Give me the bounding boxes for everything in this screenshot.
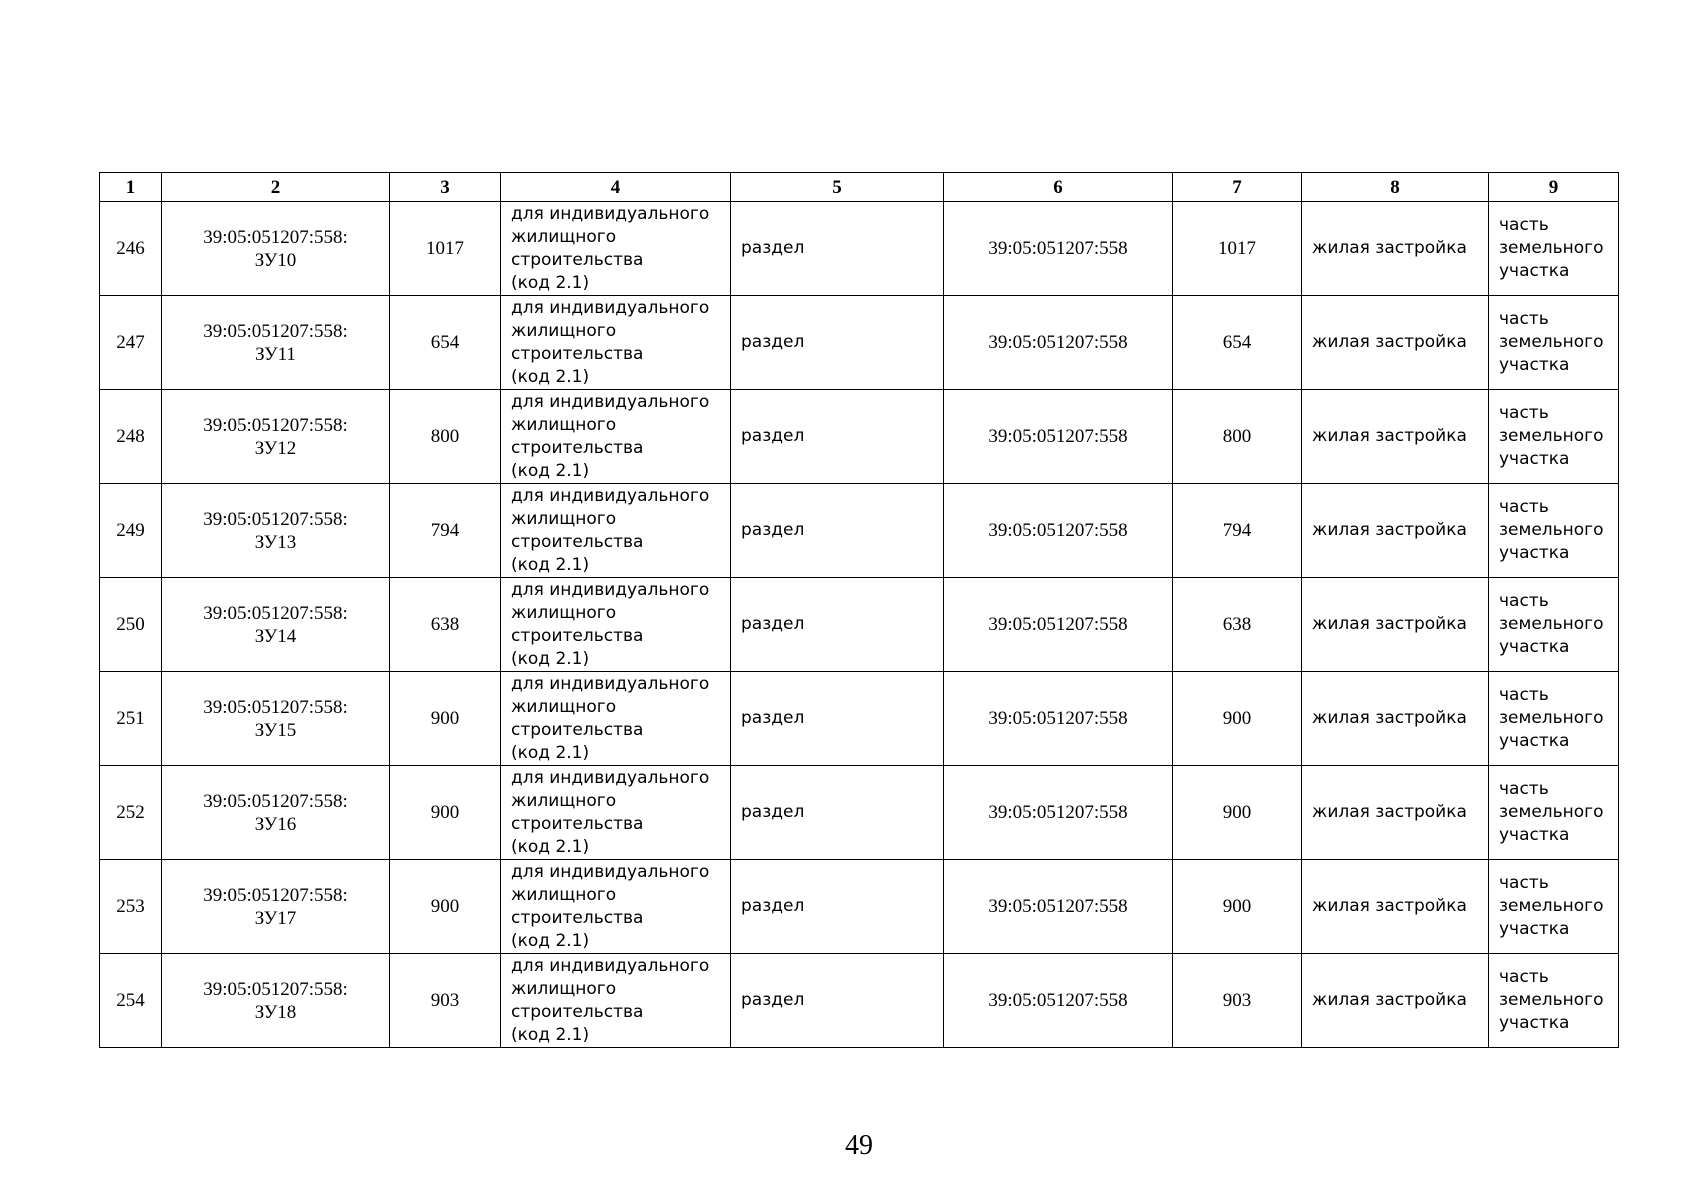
zone-cell xyxy=(1302,860,1489,954)
source-plot-id: 39:05:051207:558 xyxy=(988,708,1128,729)
area-cell xyxy=(390,766,501,860)
plot-id-line: 39:05:051207:558: xyxy=(203,508,348,530)
formation-method-cell xyxy=(731,390,944,484)
formation-method: раздел xyxy=(741,238,805,258)
part-line: земельного xyxy=(1499,802,1604,822)
permitted-use-line: (код 2.1) xyxy=(511,930,590,951)
plot-id-cell xyxy=(162,296,390,390)
column-header-6: 6 xyxy=(944,173,1173,202)
table-body xyxy=(100,202,1619,1048)
part-line: часть xyxy=(1499,497,1549,517)
zone-label: жилая застройка xyxy=(1312,708,1467,728)
permitted-use-line: жилищного xyxy=(511,696,617,717)
area-cell xyxy=(390,390,501,484)
source-area-cell xyxy=(1173,296,1302,390)
permitted-use-cell xyxy=(501,578,731,672)
formation-method-cell xyxy=(731,672,944,766)
column-header-5: 5 xyxy=(731,173,944,202)
plot-id-suffix: ЗУ10 xyxy=(254,249,297,271)
zone-cell xyxy=(1302,390,1489,484)
permitted-use-line: (код 2.1) xyxy=(511,742,590,763)
source-area-value: 900 xyxy=(1222,896,1252,917)
row-number: 246 xyxy=(116,238,145,259)
row-number: 249 xyxy=(116,520,145,541)
part-line: земельного xyxy=(1499,896,1604,916)
formation-method: раздел xyxy=(741,520,805,540)
area-cell xyxy=(390,202,501,296)
formation-method-cell xyxy=(731,766,944,860)
column-header-3: 3 xyxy=(390,173,501,202)
permitted-use-line: для индивидуального xyxy=(511,203,710,224)
permitted-use-cell xyxy=(501,484,731,578)
area-value: 900 xyxy=(430,708,460,729)
part-cell xyxy=(1489,578,1619,672)
plot-id-line: 39:05:051207:558: xyxy=(203,790,348,812)
part-line: часть xyxy=(1499,591,1549,611)
source-plot-cell xyxy=(944,296,1173,390)
source-plot-id: 39:05:051207:558 xyxy=(988,802,1128,823)
formation-method: раздел xyxy=(741,708,805,728)
permitted-use-line: (код 2.1) xyxy=(511,648,590,669)
permitted-use-line: строительства xyxy=(511,907,644,928)
source-area-cell xyxy=(1173,672,1302,766)
source-plot-id: 39:05:051207:558 xyxy=(988,614,1128,635)
plot-id-suffix: ЗУ14 xyxy=(254,625,297,647)
source-area-value: 638 xyxy=(1222,614,1252,635)
plot-id-line: 39:05:051207:558: xyxy=(203,884,348,906)
plot-id-line: 39:05:051207:558: xyxy=(203,602,348,624)
row-number-cell xyxy=(100,954,162,1048)
area-value: 900 xyxy=(430,896,460,917)
area-cell xyxy=(390,954,501,1048)
table-row xyxy=(100,672,1619,766)
plot-id-suffix: ЗУ17 xyxy=(254,907,297,929)
source-area-value: 794 xyxy=(1222,520,1252,541)
row-number-cell xyxy=(100,672,162,766)
permitted-use-line: для индивидуального xyxy=(511,297,710,318)
area-value: 900 xyxy=(430,802,460,823)
zone-label: жилая застройка xyxy=(1312,238,1467,258)
source-area-value: 800 xyxy=(1222,426,1252,447)
row-number: 248 xyxy=(116,426,145,447)
source-area-cell xyxy=(1173,390,1302,484)
source-area-cell xyxy=(1173,766,1302,860)
row-number-cell xyxy=(100,860,162,954)
permitted-use-line: строительства xyxy=(511,343,644,364)
permitted-use-line: для индивидуального xyxy=(511,673,710,694)
part-line: часть xyxy=(1499,215,1549,235)
formation-method-cell xyxy=(731,202,944,296)
part-line: земельного xyxy=(1499,520,1604,540)
part-line: часть xyxy=(1499,685,1549,705)
part-line: участка xyxy=(1499,355,1570,375)
land-plot-table xyxy=(99,172,1619,1048)
area-value: 903 xyxy=(430,990,460,1011)
zone-label: жилая застройка xyxy=(1312,332,1467,352)
source-area-value: 1017 xyxy=(1218,238,1256,259)
zone-label: жилая застройка xyxy=(1312,896,1467,916)
part-line: часть xyxy=(1499,779,1549,799)
part-cell xyxy=(1489,484,1619,578)
permitted-use-line: строительства xyxy=(511,1001,644,1022)
permitted-use-cell xyxy=(501,202,731,296)
row-number-cell xyxy=(100,296,162,390)
plot-id-cell xyxy=(162,484,390,578)
zone-cell xyxy=(1302,672,1489,766)
source-plot-id: 39:05:051207:558 xyxy=(988,426,1128,447)
area-cell xyxy=(390,860,501,954)
source-plot-id: 39:05:051207:558 xyxy=(988,332,1128,353)
row-number-cell xyxy=(100,484,162,578)
table-row xyxy=(100,202,1619,296)
part-line: земельного xyxy=(1499,238,1604,258)
part-cell xyxy=(1489,954,1619,1048)
plot-id-cell xyxy=(162,954,390,1048)
plot-id-line: 39:05:051207:558: xyxy=(203,696,348,718)
part-line: часть xyxy=(1499,403,1549,423)
formation-method-cell xyxy=(731,296,944,390)
part-line: часть xyxy=(1499,967,1549,987)
permitted-use-line: жилищного xyxy=(511,884,617,905)
part-line: участка xyxy=(1499,449,1570,469)
formation-method-cell xyxy=(731,578,944,672)
permitted-use-line: строительства xyxy=(511,531,644,552)
permitted-use-line: жилищного xyxy=(511,978,617,999)
zone-cell xyxy=(1302,578,1489,672)
column-header-2: 2 xyxy=(162,173,390,202)
part-line: часть xyxy=(1499,873,1549,893)
part-line: земельного xyxy=(1499,332,1604,352)
formation-method: раздел xyxy=(741,802,805,822)
plot-id-suffix: ЗУ16 xyxy=(254,813,297,835)
table-row xyxy=(100,766,1619,860)
part-line: земельного xyxy=(1499,708,1604,728)
source-area-value: 654 xyxy=(1222,332,1252,353)
permitted-use-line: жилищного xyxy=(511,602,617,623)
part-cell xyxy=(1489,296,1619,390)
permitted-use-line: для индивидуального xyxy=(511,861,710,882)
permitted-use-cell xyxy=(501,296,731,390)
plot-id-line: 39:05:051207:558: xyxy=(203,320,348,342)
part-line: участка xyxy=(1499,825,1570,845)
zone-label: жилая застройка xyxy=(1312,990,1467,1010)
zone-cell xyxy=(1302,954,1489,1048)
area-value: 794 xyxy=(430,520,460,541)
source-area-value: 903 xyxy=(1222,990,1252,1011)
permitted-use-line: (код 2.1) xyxy=(511,554,590,575)
permitted-use-line: жилищного xyxy=(511,508,617,529)
plot-id-suffix: ЗУ13 xyxy=(254,531,297,553)
plot-id-suffix: ЗУ15 xyxy=(254,719,297,741)
permitted-use-line: жилищного xyxy=(511,226,617,247)
table-row xyxy=(100,390,1619,484)
permitted-use-line: строительства xyxy=(511,625,644,646)
part-line: часть xyxy=(1499,309,1549,329)
permitted-use-cell xyxy=(501,672,731,766)
plot-id-line: 39:05:051207:558: xyxy=(203,978,348,1000)
source-plot-cell xyxy=(944,484,1173,578)
page-number: 49 xyxy=(845,1130,873,1161)
zone-cell xyxy=(1302,296,1489,390)
column-header-1: 1 xyxy=(100,173,162,202)
permitted-use-line: для индивидуального xyxy=(511,767,710,788)
permitted-use-line: (код 2.1) xyxy=(511,366,590,387)
permitted-use-cell xyxy=(501,390,731,484)
formation-method: раздел xyxy=(741,990,805,1010)
permitted-use-cell xyxy=(501,860,731,954)
zone-cell xyxy=(1302,484,1489,578)
formation-method-cell xyxy=(731,954,944,1048)
part-line: земельного xyxy=(1499,426,1604,446)
source-plot-cell xyxy=(944,954,1173,1048)
area-value: 638 xyxy=(430,614,460,635)
source-plot-cell xyxy=(944,860,1173,954)
area-value: 1017 xyxy=(426,238,464,259)
permitted-use-line: (код 2.1) xyxy=(511,836,590,857)
source-plot-cell xyxy=(944,672,1173,766)
formation-method: раздел xyxy=(741,426,805,446)
row-number: 252 xyxy=(116,802,145,823)
permitted-use-line: для индивидуального xyxy=(511,579,710,600)
zone-label: жилая застройка xyxy=(1312,614,1467,634)
part-cell xyxy=(1489,672,1619,766)
part-line: участка xyxy=(1499,637,1570,657)
area-cell xyxy=(390,578,501,672)
area-cell xyxy=(390,672,501,766)
permitted-use-line: строительства xyxy=(511,249,644,270)
row-number: 247 xyxy=(116,332,145,353)
source-plot-cell xyxy=(944,390,1173,484)
part-line: земельного xyxy=(1499,990,1604,1010)
source-plot-id: 39:05:051207:558 xyxy=(988,896,1128,917)
plot-id-suffix: ЗУ11 xyxy=(255,343,296,365)
source-plot-id: 39:05:051207:558 xyxy=(988,520,1128,541)
part-cell xyxy=(1489,390,1619,484)
zone-label: жилая застройка xyxy=(1312,520,1467,540)
plot-id-cell xyxy=(162,672,390,766)
permitted-use-line: жилищного xyxy=(511,790,617,811)
part-cell xyxy=(1489,860,1619,954)
zone-cell xyxy=(1302,202,1489,296)
source-area-value: 900 xyxy=(1222,708,1252,729)
part-line: участка xyxy=(1499,543,1570,563)
source-area-cell xyxy=(1173,578,1302,672)
permitted-use-line: строительства xyxy=(511,437,644,458)
area-cell xyxy=(390,484,501,578)
permitted-use-line: для индивидуального xyxy=(511,485,710,506)
table-row xyxy=(100,860,1619,954)
part-line: земельного xyxy=(1499,614,1604,634)
part-line: участка xyxy=(1499,731,1570,751)
zone-cell xyxy=(1302,766,1489,860)
permitted-use-cell xyxy=(501,954,731,1048)
source-area-cell xyxy=(1173,202,1302,296)
plot-id-cell xyxy=(162,578,390,672)
row-number-cell xyxy=(100,766,162,860)
table-row xyxy=(100,484,1619,578)
plot-id-suffix: ЗУ18 xyxy=(254,1001,297,1023)
plot-id-line: 39:05:051207:558: xyxy=(203,414,348,436)
column-header-9: 9 xyxy=(1489,173,1619,202)
permitted-use-line: строительства xyxy=(511,813,644,834)
part-cell xyxy=(1489,202,1619,296)
source-area-value: 900 xyxy=(1222,802,1252,823)
formation-method-cell xyxy=(731,484,944,578)
table-row xyxy=(100,296,1619,390)
plot-id-suffix: ЗУ12 xyxy=(254,437,297,459)
zone-label: жилая застройка xyxy=(1312,802,1467,822)
permitted-use-cell xyxy=(501,766,731,860)
source-area-cell xyxy=(1173,954,1302,1048)
plot-id-cell xyxy=(162,390,390,484)
row-number-cell xyxy=(100,390,162,484)
permitted-use-line: жилищного xyxy=(511,414,617,435)
area-value: 654 xyxy=(430,332,460,353)
table-row xyxy=(100,954,1619,1048)
permitted-use-line: (код 2.1) xyxy=(511,460,590,481)
row-number-cell xyxy=(100,578,162,672)
part-line: участка xyxy=(1499,261,1570,281)
row-number: 253 xyxy=(116,896,145,917)
formation-method: раздел xyxy=(741,896,805,916)
source-area-cell xyxy=(1173,484,1302,578)
area-value: 800 xyxy=(430,426,460,447)
permitted-use-line: для индивидуального xyxy=(511,955,710,976)
source-plot-cell xyxy=(944,578,1173,672)
formation-method: раздел xyxy=(741,614,805,634)
header-row xyxy=(100,173,1619,202)
source-plot-cell xyxy=(944,202,1173,296)
row-number: 251 xyxy=(116,708,145,729)
row-number-cell xyxy=(100,202,162,296)
source-plot-id: 39:05:051207:558 xyxy=(988,238,1128,259)
row-number: 254 xyxy=(116,990,145,1011)
part-line: участка xyxy=(1499,1013,1570,1033)
formation-method-cell xyxy=(731,860,944,954)
plot-id-cell xyxy=(162,860,390,954)
source-area-cell xyxy=(1173,860,1302,954)
zone-label: жилая застройка xyxy=(1312,426,1467,446)
row-number: 250 xyxy=(116,614,145,635)
part-line: участка xyxy=(1499,919,1570,939)
table-row xyxy=(100,578,1619,672)
formation-method: раздел xyxy=(741,332,805,352)
source-plot-id: 39:05:051207:558 xyxy=(988,990,1128,1011)
area-cell xyxy=(390,296,501,390)
plot-id-line: 39:05:051207:558: xyxy=(203,226,348,248)
permitted-use-line: жилищного xyxy=(511,320,617,341)
plot-id-cell xyxy=(162,202,390,296)
plot-id-cell xyxy=(162,766,390,860)
column-header-4: 4 xyxy=(501,173,731,202)
part-cell xyxy=(1489,766,1619,860)
permitted-use-line: (код 2.1) xyxy=(511,1024,590,1045)
column-header-8: 8 xyxy=(1302,173,1489,202)
column-header-7: 7 xyxy=(1173,173,1302,202)
source-plot-cell xyxy=(944,766,1173,860)
permitted-use-line: строительства xyxy=(511,719,644,740)
permitted-use-line: (код 2.1) xyxy=(511,272,590,293)
permitted-use-line: для индивидуального xyxy=(511,391,710,412)
table-header xyxy=(100,173,1619,202)
